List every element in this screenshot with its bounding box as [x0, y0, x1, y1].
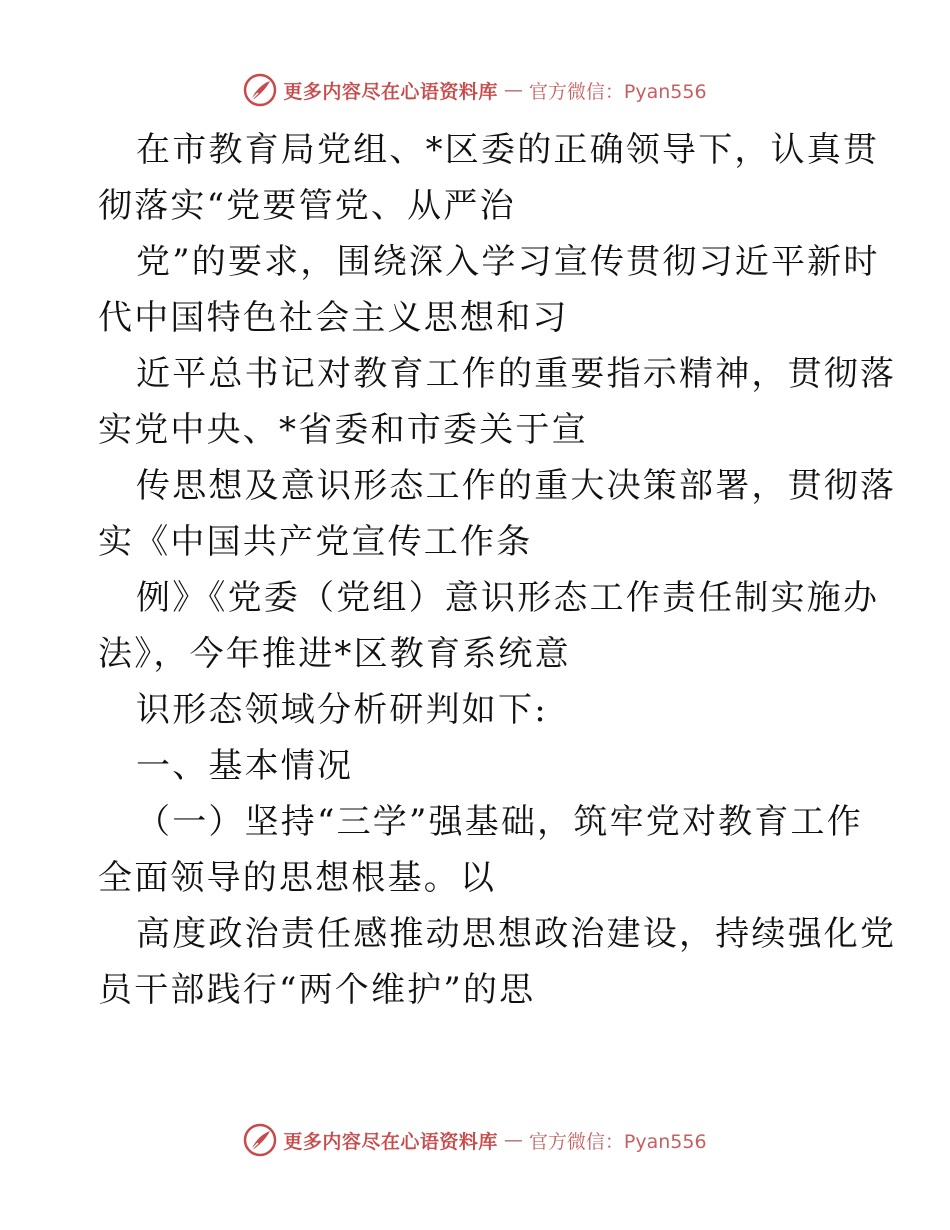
body-line: 在市教育局党组、*区委的正确领导下，认真贯 [136, 130, 880, 170]
section-heading: 一、基本情况 [136, 746, 354, 786]
watermark-wechat-text: 官方微信：Pyan556 [528, 1130, 707, 1153]
watermark-dash: — [503, 79, 523, 101]
header-watermark [0, 70, 950, 110]
feather-logo-icon [243, 73, 277, 107]
watermark-dash: — [503, 1129, 523, 1151]
body-line: 例》《党委（党组）意识形态工作责任制实施办 [136, 578, 880, 618]
body-line: 员干部践行“两个维护”的思 [98, 970, 536, 1010]
watermark-wechat-text: 官方微信：Pyan556 [528, 80, 707, 103]
body-line: 近平总书记对教育工作的重要指示精神，贯彻落 [136, 354, 897, 394]
body-line: 全面领导的思想根基。以 [98, 858, 497, 898]
body-line: 识形态领域分析研判如下: [136, 690, 548, 730]
watermark-main-text: 更多内容尽在心语资料库 [283, 1130, 498, 1153]
body-line: 传思想及意识形态工作的重大决策部署，贯彻落 [136, 466, 897, 506]
feather-logo-icon [243, 1123, 277, 1157]
body-line: 代中国特色社会主义思想和习 [98, 298, 569, 338]
body-line: 党”的要求，围绕深入学习宣传贯彻习近平新时 [136, 242, 880, 282]
footer-watermark [0, 1120, 950, 1160]
body-line: 实《中国共产党宣传工作条 [98, 522, 533, 562]
body-line: 法》，今年推进*区教育系统意 [98, 634, 571, 674]
body-line: 彻落实“党要管党、从严治 [98, 186, 516, 226]
document-body [98, 122, 897, 1018]
watermark-main-text: 更多内容尽在心语资料库 [283, 80, 498, 103]
subsection-heading: （一）坚持“三学”强基础，筑牢党对教育工作 [136, 802, 863, 842]
body-line: 实党中央、*省委和市委关于宣 [98, 410, 588, 450]
body-line: 高度政治责任感推动思想政治建设，持续强化党 [136, 914, 897, 954]
